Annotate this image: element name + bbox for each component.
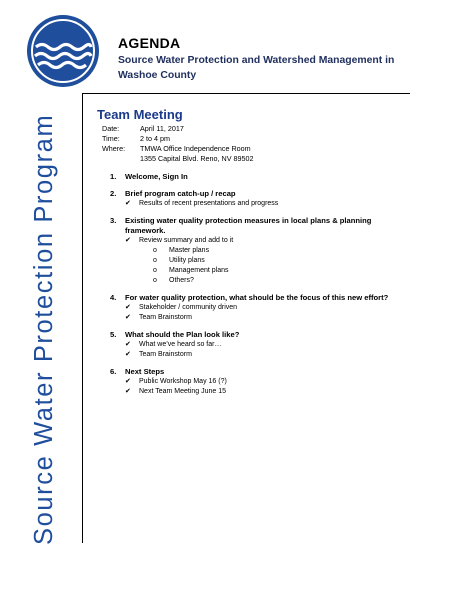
sub-sub-point: o Management plans — [153, 267, 229, 274]
sub-point: ✔ Stakeholder / community driven — [125, 304, 238, 311]
page-subtitle: Source Water Protection and Watershed Management in Washoe County — [118, 55, 395, 81]
meeting-title: Team Meeting — [97, 107, 183, 122]
item-number: 2. — [110, 189, 117, 198]
checkmark-icon: ✔ — [125, 351, 131, 358]
sub-sub-point: o Others? — [153, 277, 194, 284]
water-waves-logo-icon — [25, 13, 101, 89]
item-title: For water quality protection, what should be the focus of this new effort? — [125, 293, 389, 302]
date-label: Date: — [102, 124, 120, 133]
agenda-item — [110, 172, 410, 182]
sub-point: ✔ Team Brainstorm — [125, 314, 192, 321]
checkmark-icon: ✔ — [125, 304, 131, 311]
item-number: 3. — [110, 216, 117, 225]
sidebar-divider — [82, 93, 83, 543]
sub-point: ✔ Next Team Meeting June 15 — [125, 388, 227, 395]
checkmark-icon: ✔ — [125, 237, 131, 244]
where-row — [102, 144, 253, 154]
item-title: What should the Plan look like? — [125, 330, 240, 339]
item-title: Next Steps — [125, 367, 165, 376]
agenda-list — [110, 172, 410, 404]
circle-bullet-icon: o — [153, 277, 157, 284]
item-number: 5. — [110, 330, 117, 339]
sidebar-program-title: Source Water Protection Program — [30, 113, 58, 545]
item-title: Welcome, Sign In — [125, 172, 188, 181]
sub-sub-point: o Utility plans — [153, 257, 205, 264]
where-value-line2: 1355 Capital Blvd. Reno, NV 89502 — [140, 154, 254, 163]
sub-point: ✔ Results of recent presentations and progress — [125, 200, 279, 207]
item-number: 6. — [110, 367, 117, 376]
where-value-line1: TMWA Office Independence Room — [140, 144, 251, 153]
date-row — [102, 124, 253, 134]
sub-point: ✔ What we’ve heard so far… — [125, 341, 222, 348]
header-divider — [82, 93, 410, 94]
meeting-details — [102, 124, 253, 164]
agenda-item — [110, 367, 410, 397]
page-title: AGENDA — [118, 35, 181, 51]
agenda-item — [110, 330, 410, 360]
sub-point: ✔ Review summary and add to it — [125, 237, 234, 244]
checkmark-icon: ✔ — [125, 314, 131, 321]
circle-bullet-icon: o — [153, 257, 157, 264]
checkmark-icon: ✔ — [125, 200, 131, 207]
sub-point: ✔ Team Brainstorm — [125, 351, 192, 358]
item-number: 1. — [110, 172, 117, 181]
sub-sub-point: o Master plans — [153, 247, 210, 254]
where-label: Where: — [102, 144, 126, 153]
circle-bullet-icon: o — [153, 267, 157, 274]
agenda-item — [110, 189, 410, 209]
item-title: Brief program catch-up / recap — [125, 189, 236, 198]
time-value: 2 to 4 pm — [140, 134, 170, 143]
agenda-item — [110, 293, 410, 323]
item-number: 4. — [110, 293, 117, 302]
date-value: April 11, 2017 — [140, 124, 184, 133]
time-label: Time: — [102, 134, 120, 143]
where-row-2 — [102, 154, 253, 164]
sub-point: ✔ Public Workshop May 16 (?) — [125, 378, 227, 385]
circle-bullet-icon: o — [153, 247, 157, 254]
item-title: Existing water quality protection measures in local plans & planning framework. — [125, 216, 372, 235]
time-row — [102, 134, 253, 144]
checkmark-icon: ✔ — [125, 378, 131, 385]
agenda-item — [110, 216, 410, 286]
checkmark-icon: ✔ — [125, 341, 131, 348]
checkmark-icon: ✔ — [125, 388, 131, 395]
